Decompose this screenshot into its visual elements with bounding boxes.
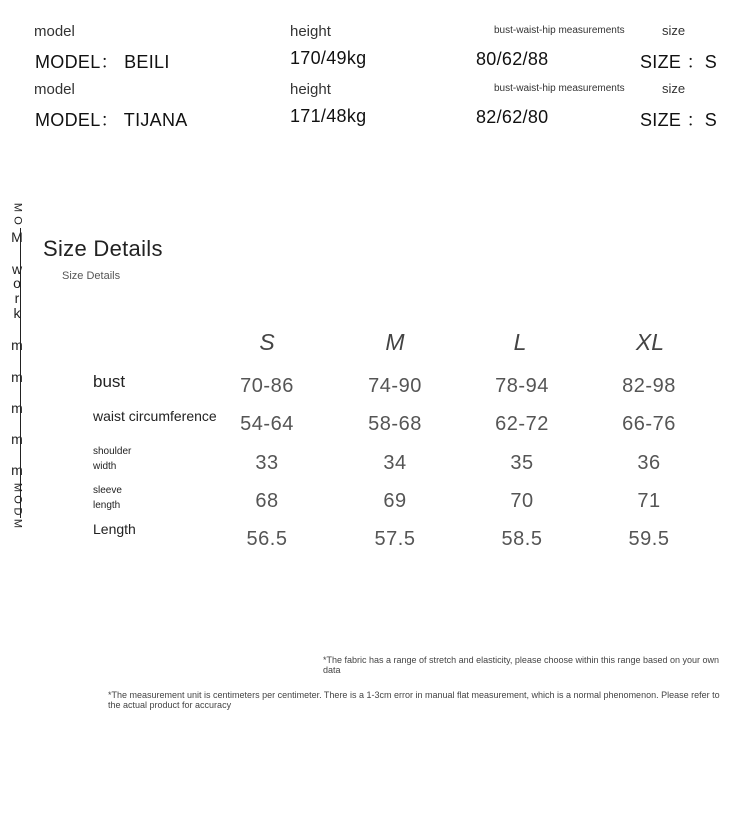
side-letter: M: [11, 482, 24, 493]
side-letter: m: [11, 400, 23, 416]
size-cell: 35: [510, 452, 534, 474]
row-label-waist: waist circumference: [93, 408, 217, 424]
model-bwh: 80/62/88: [476, 49, 549, 69]
measurement-note: *The measurement unit is centimeters per centimeter. There is a 1-3cm error in manual flat measurement, which is a normal phenomenon. Please refer to the actual product for accuracy: [108, 690, 720, 710]
size-cell: 57.5: [374, 528, 416, 550]
row-label-line: shoulder: [93, 446, 132, 457]
size-caption: size: [662, 81, 686, 96]
side-letter: o: [13, 275, 21, 291]
size-cell: 69: [383, 490, 407, 512]
side-letter: M: [11, 202, 24, 213]
size-cell: 62-72: [495, 413, 549, 435]
size-cell: 58.5: [501, 528, 543, 550]
size-cell: 33: [255, 452, 279, 474]
size-cell: 34: [383, 452, 407, 474]
size-caption: size: [662, 23, 686, 38]
size-column-header: M: [385, 329, 405, 355]
row-label-shoulder-width: [93, 444, 131, 474]
row-label-line: sleeve: [93, 485, 122, 496]
side-letter: M: [11, 518, 24, 529]
size-cell: 54-64: [240, 413, 294, 435]
side-letter: D: [11, 507, 24, 516]
row-label-line: width: [93, 461, 117, 472]
side-letter: m: [11, 462, 23, 478]
model-height: 170/49kg: [290, 48, 367, 68]
side-letter: r: [14, 290, 20, 306]
height-caption: height: [290, 81, 331, 98]
bwh-caption: bust-waist-hip measurements: [494, 25, 625, 36]
size-column-header: XL: [635, 329, 665, 355]
side-letter: O: [11, 495, 24, 504]
size-details-subtitle: Size Details: [62, 270, 121, 282]
model-size: SIZE ：S: [640, 52, 718, 72]
size-cell: 70-86: [240, 375, 294, 397]
size-cell: 59.5: [628, 528, 670, 550]
side-letter: m: [11, 431, 23, 447]
size-cell: 82-98: [622, 375, 676, 397]
size-cell: 56.5: [246, 528, 288, 550]
row-label-sleeve-length: [93, 483, 122, 513]
size-cell: 71: [637, 490, 661, 512]
size-cell: 68: [255, 490, 279, 512]
side-letter: M: [11, 229, 23, 245]
size-details-title: Size Details: [43, 236, 163, 261]
size-column-header: L: [513, 329, 527, 355]
side-letter: w: [11, 261, 23, 277]
side-letter: k: [13, 305, 21, 321]
height-caption: height: [290, 23, 331, 40]
row-label-length: Length: [93, 521, 136, 537]
size-cell: 66-76: [622, 413, 676, 435]
row-label-line: length: [93, 500, 121, 511]
side-letter: m: [11, 337, 23, 353]
size-column-header: S: [259, 329, 275, 355]
side-letter: O: [11, 216, 24, 225]
side-letter: m: [11, 369, 23, 385]
model-caption: model: [34, 23, 75, 40]
bwh-caption: bust-waist-hip measurements: [494, 83, 625, 94]
model-bwh: 82/62/80: [476, 107, 549, 127]
fabric-note: *The fabric has a range of stretch and elasticity, please choose within this range based on your own data: [323, 655, 720, 675]
row-label-bust: bust: [93, 372, 126, 391]
model-caption: model: [34, 81, 75, 98]
size-cell: 36: [637, 452, 661, 474]
size-cell: 70: [510, 490, 534, 512]
model-size: SIZE ：S: [640, 110, 718, 130]
model-name: MODEL： BEILI: [35, 52, 170, 72]
model-name: MODEL： TIJANA: [35, 110, 188, 130]
model-height: 171/48kg: [290, 106, 367, 126]
size-cell: 74-90: [368, 375, 422, 397]
size-cell: 58-68: [368, 413, 422, 435]
size-cell: 78-94: [495, 375, 549, 397]
